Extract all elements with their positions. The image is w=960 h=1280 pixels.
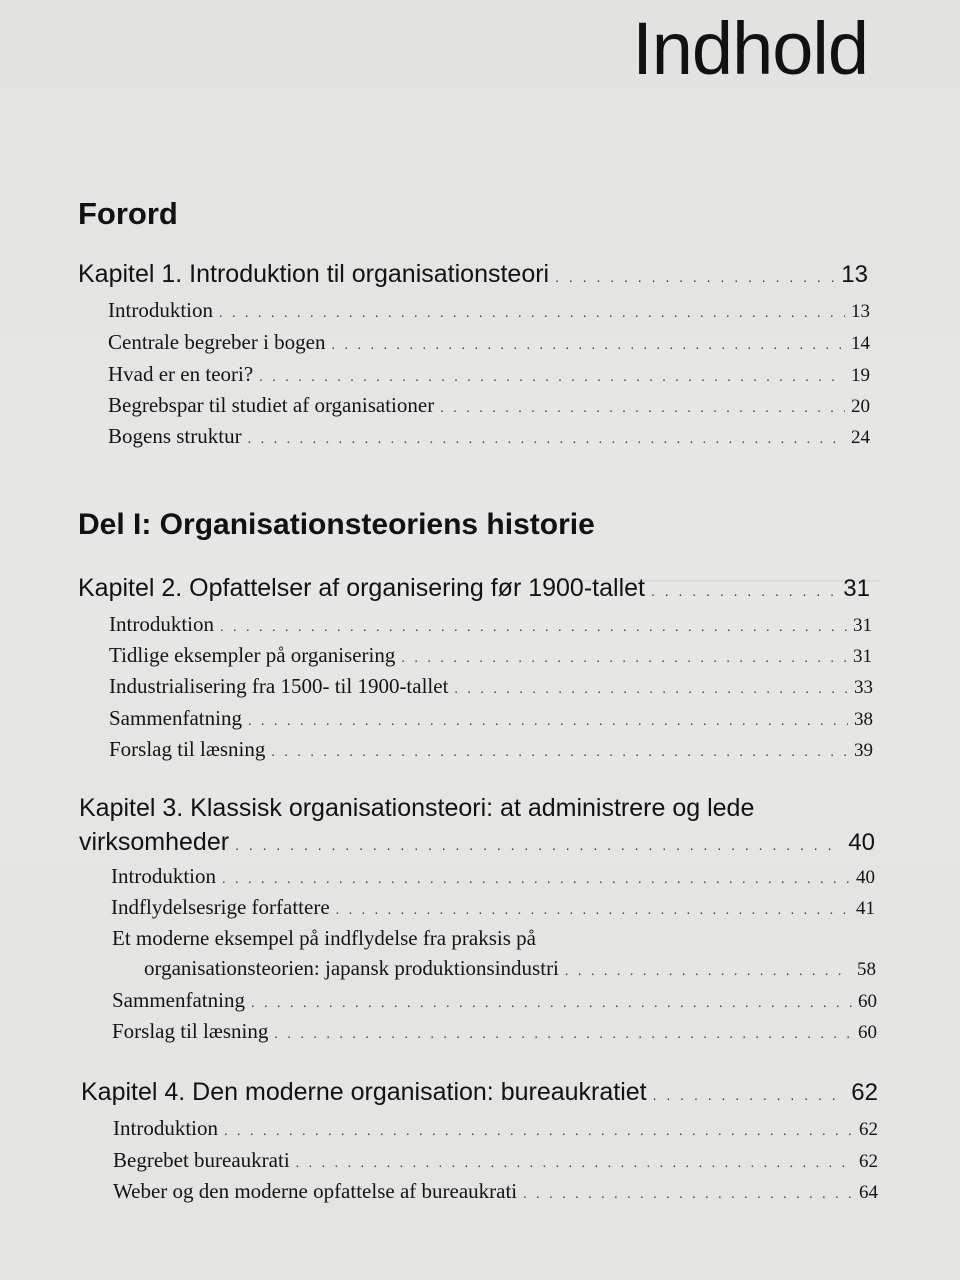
toc-entry[interactable] [108, 393, 870, 418]
page-number: 60 [858, 991, 877, 1012]
toc-entry[interactable] [109, 643, 872, 668]
toc-entry[interactable] [144, 956, 876, 981]
entry-label: Introduktion [111, 864, 216, 888]
page-title: Indhold [632, 7, 868, 90]
dot-leader [271, 745, 848, 761]
page-number: 40 [856, 867, 875, 888]
page-number: 31 [843, 575, 870, 602]
page-number: 13 [841, 261, 868, 288]
chapter-title: Kapitel 4. Den moderne organisation: bureaukratiet [81, 1078, 647, 1106]
page-number: 38 [854, 709, 873, 730]
toc-entry[interactable] [109, 674, 873, 699]
entry-label: Industrialisering fra 1500- til 1900-tallet [109, 674, 449, 698]
page-number: 60 [858, 1022, 877, 1043]
dot-leader [454, 682, 848, 698]
toc-entry[interactable] [111, 895, 875, 920]
dot-leader [222, 872, 850, 888]
page-number: 31 [853, 646, 872, 667]
section-del-1: Del I: Organisationsteoriens historie [78, 508, 595, 541]
page-number: 62 [859, 1119, 878, 1140]
toc-chapter-4[interactable] [81, 1078, 878, 1107]
entry-label: Forslag til læsning [109, 737, 266, 761]
toc-entry[interactable] [113, 1148, 878, 1173]
dot-leader [523, 1187, 853, 1203]
entry-label: Begrebspar til studiet af organisationer [108, 393, 435, 417]
page-number: 62 [851, 1079, 878, 1106]
chapter-title: Kapitel 1. Introduktion til organisationsteori [78, 260, 550, 288]
toc-entry[interactable] [113, 1116, 878, 1141]
section-forord: Forord [78, 196, 178, 231]
page-number: 40 [848, 829, 875, 856]
toc-entry[interactable] [108, 362, 870, 387]
chapter-title: virksomheder [79, 828, 230, 856]
toc-entry[interactable] [113, 1179, 878, 1204]
dot-leader [336, 903, 850, 919]
page-number: 33 [854, 677, 873, 698]
toc-entry[interactable] [108, 330, 870, 355]
entry-label: Bogens struktur [108, 424, 242, 448]
dot-leader [220, 620, 847, 636]
dot-leader [653, 1087, 846, 1103]
page-number: 20 [851, 396, 870, 417]
page-number: 31 [853, 615, 872, 636]
page-number: 41 [856, 898, 875, 919]
toc-chapter-1[interactable] [78, 260, 868, 289]
entry-label: Weber og den moderne opfattelse af bureaukrati [113, 1179, 518, 1203]
entry-label: Forslag til læsning [112, 1019, 269, 1043]
dot-leader [219, 306, 845, 322]
toc-entry[interactable] [109, 612, 872, 637]
entry-label: Centrale begreber i bogen [108, 330, 326, 354]
entry-label: Hvad er en teori? [108, 362, 254, 386]
toc-chapter-3[interactable] [79, 828, 875, 857]
dot-leader [555, 269, 835, 285]
toc-entry[interactable] [108, 424, 870, 449]
toc-entry[interactable] [108, 298, 870, 323]
dot-leader [296, 1156, 853, 1172]
toc-entry[interactable] [109, 737, 873, 762]
chapter-title: Kapitel 2. Opfattelser af organisering før 1900-tallet [78, 574, 645, 602]
dot-leader [251, 996, 852, 1012]
chapter-3-title-line-1[interactable]: Kapitel 3. Klassisk organisationsteori: at administrere og lede [79, 794, 755, 822]
page-number: 19 [851, 365, 870, 386]
dot-leader [440, 401, 845, 417]
dot-leader [651, 583, 837, 599]
page-number: 58 [857, 959, 876, 980]
toc-entry[interactable] [109, 706, 873, 731]
entry-label: Introduktion [113, 1116, 218, 1140]
dot-leader [248, 432, 845, 448]
dot-leader [332, 338, 846, 354]
entry-label: Sammenfatning [112, 988, 245, 1012]
entry-label: Introduktion [109, 612, 214, 636]
entry-label: Introduktion [108, 298, 213, 322]
page-number: 62 [859, 1151, 878, 1172]
entry-label: Tidlige eksempler på organisering [109, 643, 396, 667]
dot-leader [565, 964, 851, 980]
dot-leader [224, 1124, 853, 1140]
dot-leader [274, 1027, 852, 1043]
dot-leader [259, 370, 845, 386]
entry-label: organisationsteorien: japansk produktionsindustri [144, 956, 559, 980]
page-number: 13 [851, 301, 870, 322]
toc-entry[interactable] [112, 988, 877, 1013]
entry-label: Begrebet bureaukrati [113, 1148, 290, 1172]
toc-chapter-2[interactable] [78, 574, 870, 603]
entry-label: Sammenfatning [109, 706, 242, 730]
toc-entry[interactable] [111, 864, 875, 889]
page-number: 64 [859, 1182, 878, 1203]
page-number: 14 [851, 333, 870, 354]
dot-leader [401, 651, 847, 667]
dot-leader [235, 837, 842, 853]
entry-label: Indflydelsesrige forfattere [111, 895, 330, 919]
page-number: 24 [851, 427, 870, 448]
dot-leader [248, 714, 848, 730]
entry-label-line-1[interactable]: Et moderne eksempel på indflydelse fra praksis på [112, 926, 536, 950]
page-number: 39 [854, 740, 873, 761]
toc-entry[interactable] [112, 1019, 877, 1044]
